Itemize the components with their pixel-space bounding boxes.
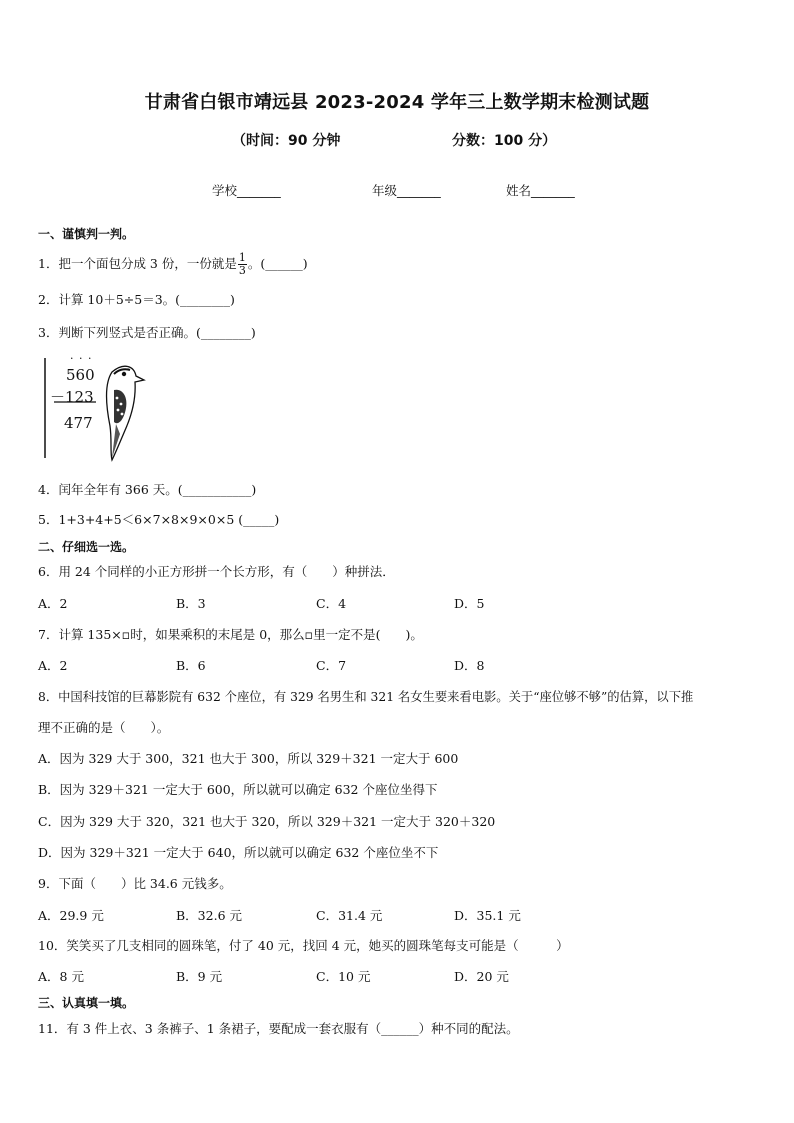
option-d[interactable]: D．35.1 元 bbox=[454, 908, 521, 923]
option-c[interactable]: C．31.4 元 bbox=[316, 908, 383, 923]
section-heading-judge: 一、谨慎判一判。 bbox=[38, 227, 135, 241]
question-9: 9．下面（ ）比 34.6 元钱多。 bbox=[38, 876, 232, 891]
option-a[interactable]: A．29.9 元 bbox=[38, 908, 104, 923]
question-8-line-1: 8．中国科技馆的巨幕影院有 632 个座位，有 329 名男生和 321 名女生要来看电影。关于“座位够不够”的估算，以下推 bbox=[38, 690, 694, 704]
option-d[interactable]: D．8 bbox=[454, 658, 485, 673]
section-heading-fill: 三、认真填一填。 bbox=[38, 996, 135, 1010]
question-1-blank: 。(______) bbox=[247, 256, 308, 271]
option-d[interactable]: D．5 bbox=[454, 596, 485, 611]
option-d[interactable]: D．20 元 bbox=[454, 969, 509, 984]
option-a[interactable]: A．2 bbox=[38, 658, 68, 673]
total-score: 分数：100 分） bbox=[452, 133, 557, 149]
school-field[interactable]: 学校_______ bbox=[212, 183, 281, 198]
fraction-numerator: 1 bbox=[238, 251, 246, 264]
option-b[interactable]: B．6 bbox=[176, 658, 206, 673]
option-c[interactable]: C．4 bbox=[316, 596, 347, 611]
time-limit: （时间：90 分钟 bbox=[232, 133, 341, 149]
question-7: 7．计算 135×▫时，如果乘积的末尾是 0，那么▫里一定不是( )。 bbox=[38, 627, 423, 642]
carry-dots: · · · bbox=[70, 352, 93, 365]
question-2: 2．计算 10＋5÷5＝3。(________) bbox=[38, 292, 235, 307]
option-c[interactable]: C．10 元 bbox=[316, 969, 371, 984]
option-c[interactable]: C．7 bbox=[316, 658, 347, 673]
grade-field[interactable]: 年级_______ bbox=[372, 183, 441, 198]
question-6: 6．用 24 个同样的小正方形拼一个长方形，有（ ）种拼法． bbox=[38, 564, 395, 579]
vertical-subtraction-figure bbox=[40, 354, 150, 464]
question-8-option-b[interactable]: B．因为 329＋321 一定大于 600，所以就可以确定 632 个座位坐得下 bbox=[38, 782, 438, 797]
subtrahend: －123 bbox=[50, 388, 94, 406]
question-4: 4．闰年全年有 366 天。(___________) bbox=[38, 482, 257, 497]
question-5: 5．1+3+4+5＜6×7×8×9×0×5 (_____) bbox=[38, 512, 280, 527]
woodpecker-illustration bbox=[40, 354, 150, 464]
section-heading-choose: 二、仔细选一选。 bbox=[38, 540, 135, 554]
fraction-one-third bbox=[238, 252, 247, 277]
option-b[interactable]: B．32.6 元 bbox=[176, 908, 242, 923]
option-b[interactable]: B．9 元 bbox=[176, 969, 223, 984]
difference: 477 bbox=[64, 414, 93, 432]
fraction-denominator: 3 bbox=[238, 264, 246, 277]
question-1 bbox=[38, 252, 308, 277]
question-11: 11．有 3 件上衣、3 条裤子、1 条裙子，要配成一套衣服有（______）种不同的配法。 bbox=[38, 1021, 519, 1036]
page-title: 甘肃省白银市靖远县 2023-2024 学年三上数学期末检测试题 bbox=[144, 92, 650, 113]
option-a[interactable]: A．8 元 bbox=[38, 969, 84, 984]
question-3: 3．判断下列竖式是否正确。(________) bbox=[38, 325, 256, 340]
question-8-option-c[interactable]: C．因为 329 大于 320，321 也大于 320，所以 329＋321 一定大于 320＋320 bbox=[38, 814, 496, 829]
question-10: 10．笑笑买了几支相同的圆珠笔，付了 40 元，找回 4 元，她买的圆珠笔每支可能是（ ） bbox=[38, 938, 569, 953]
question-8-line-2: 理不正确的是（ ）。 bbox=[38, 720, 170, 735]
question-1-text: 1．把一个面包分成 3 份，一份就是 bbox=[38, 256, 237, 271]
minuend: 560 bbox=[66, 366, 95, 384]
option-b[interactable]: B．3 bbox=[176, 596, 206, 611]
question-8-option-a[interactable]: A．因为 329 大于 300，321 也大于 300，所以 329＋321 一定大于 600 bbox=[38, 751, 459, 766]
question-8-option-d[interactable]: D．因为 329＋321 一定大于 640，所以就可以确定 632 个座位坐不下 bbox=[38, 845, 439, 860]
option-a[interactable]: A．2 bbox=[38, 596, 68, 611]
name-field[interactable]: 姓名_______ bbox=[506, 183, 575, 198]
